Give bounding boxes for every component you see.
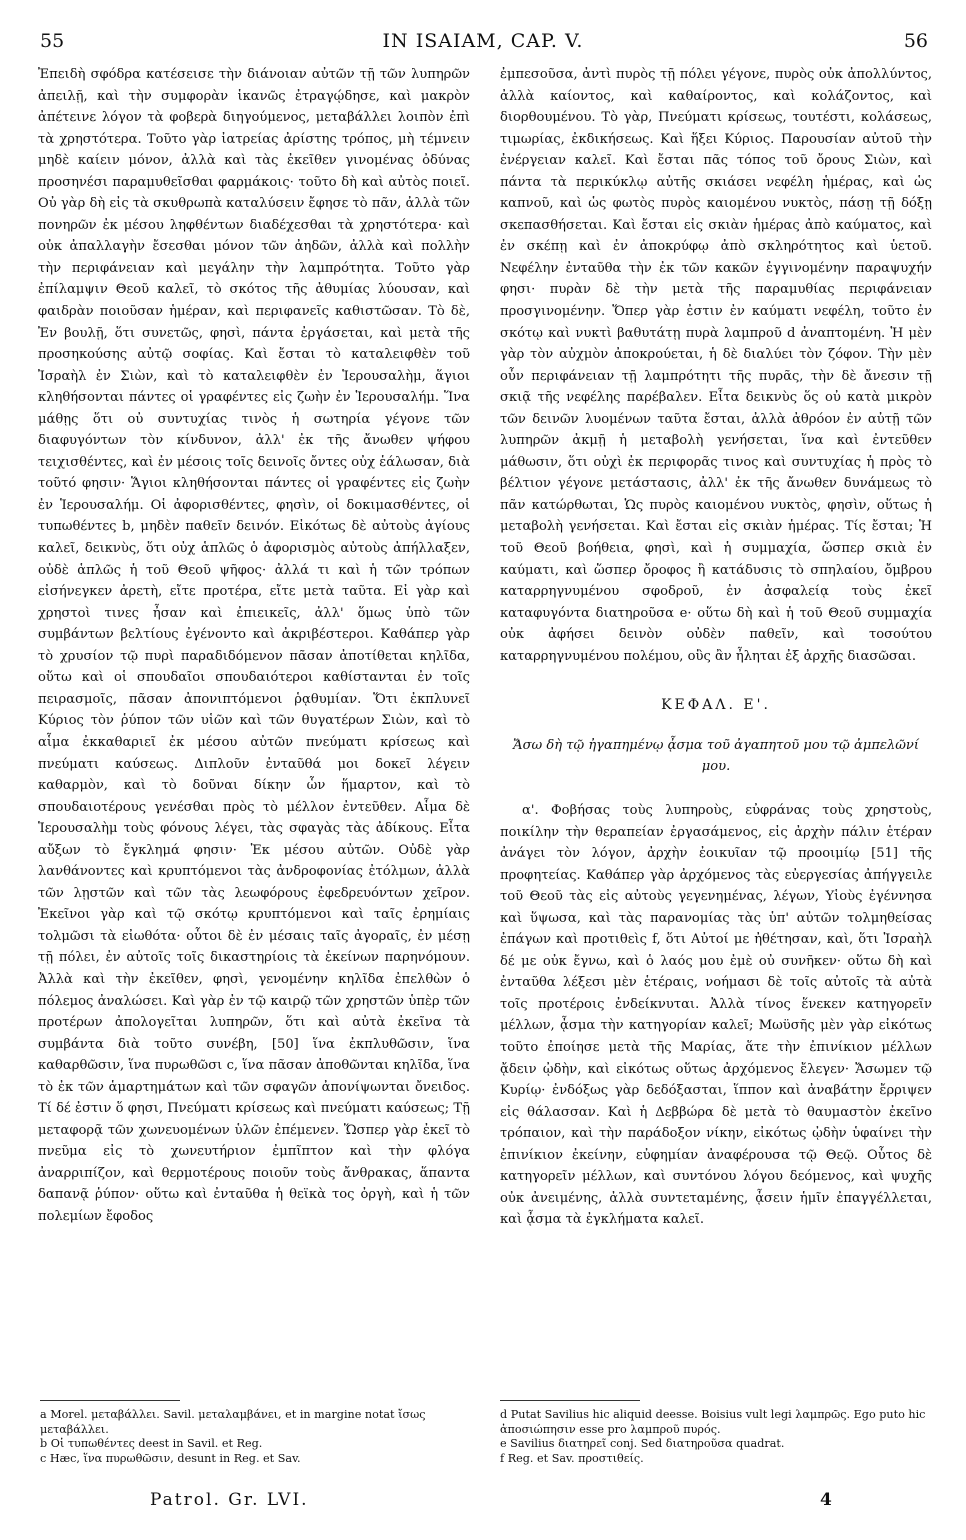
footnotes-left (40, 1408, 470, 1466)
footer-series: Patrol. Gr. LVI. (150, 1490, 309, 1510)
footnote: c Hæc, ἵνα πυρωθῶσιν, desunt in Reg. et Sav. (40, 1451, 301, 1465)
left-column-text: Ἐπειδὴ σφόδρα κατέσεισε τὴν διάνοιαν αὐτῶν τῇ τῶν λυπηρῶν ἀπειλῇ, καὶ τὴν συμφορὰν ἱκανῶς ἐτραγῴδησε, καὶ μακρὸν ἀπέτεινε λόγον τὰ φοβερὰ διηγούμενος, μεταβάλλει λοιπὸν ἐπὶ τὰ χρηστότερα. Τοῦτο γὰρ ἰατρείας ἀρίστης τρόπος, μὴ τέμνειν μηδὲ καίειν μόνον, ἀλλὰ καὶ τὰς ἐκεῖθεν γινομένας ὀδύνας προσηνέσι παραμυθεῖσθαι φαρμάκοις· τοῦτο δὴ καὶ αὐτὸς ποιεῖ. Οὐ γὰρ δὴ εἰς τὰ σκυθρωπὰ καταλύσειν ἔφησε τὸ πᾶν, ἀλλὰ τῶν πονηρῶν ἐκ μέσου ληφθέντων διαδέχεσθαι τὰ χρηστότερα· καὶ οὐκ ἀπαλλαγὴν ἔσεσθαι μόνον τῶν ἀηδῶν, ἀλλὰ καὶ πολλὴν τὴν περιφάνειαν καὶ μεγάλην τὴν λαμπρότητα. Τοῦτο γὰρ ἐπίλαμψιν Θεοῦ καλεῖ, τὸ σκότος τῆς ἀθυμίας λύουσαν, καὶ φαιδρὰν ποιοῦσαν ἡμέραν, καὶ περιφανεῖς καθιστῶσαν. Τὸ δὲ, Ἐν βουλῇ, ὅτι συνετῶς, φησὶ, πάντα ἐργάσεται, καὶ μετὰ τῆς προσηκούσης αὐτῷ σοφίας. Καὶ ἔσται τὸ καταλειφθὲν τοῦ Ἰσραὴλ ἐν Σιὼν, καὶ τὸ καταλειφθὲν ἐν Ἱερουσαλὴμ, ἅγιοι κληθήσονται πάντες οἱ γραφέντες εἰς ζωὴν ἐν Ἱερουσαλήμ. Ἵνα μάθῃς ὅτι οὐ συντυχίας τινὸς ἡ σωτηρία γέγονε τῶν διαφυγόντων τὸν κίνδυνον, ἀλλ' ἐκ τῆς ἄνωθεν ψήφου τειχισθέντες, καὶ ἐν μέσοις τοῖς δεινοῖς ὄντες οὐχ ἑάλωσαν, διὰ τοῦτό φησιν· Ἅγιοι κληθήσονται πάντες οἱ γραφέντες εἰς ζωὴν ἐν Ἱερουσαλήμ. Οἱ ἀφορισθέντες, φησὶν, οἱ δοκιμασθέντες, οἱ τυπωθέντες b, μηδὲν παθεῖν δεινόν. Εἰκότως δὲ αὐτοὺς ἁγίους καλεῖ, δεικνὺς, ὅτι οὐχ ἁπλῶς ὁ ἀφορισμὸς αὐτοὺς ἀπήλλαξεν, οὐδὲ ἁπλῶς ἡ τοῦ Θεοῦ ψῆφος· ἀλλά τι καὶ ἡ τῶν τρόπων εἰσήνεγκεν ἀρετὴ, εἴτε προτέρα, εἴτε μετὰ ταῦτα. Εἰ γὰρ καὶ χρηστοὶ τινες ἦσαν καὶ ἐπιεικεῖς, ἀλλ' ὅμως ὑπὸ τῶν συμβάντων βελτίους ἐγένοντο καὶ ἀκριβέστεροι. Καθάπερ γὰρ τὸ χρυσίον τῷ πυρὶ παραδιδόμενον πᾶσαν ἀποτίθεται κηλῖδα, οὕτω καὶ οἱ σπουδαῖοι σπουδαιότεροι καθίστανται ἐν τοῖς πειρασμοῖς, πᾶσαν ἀπονιπτόμενοι ῥᾳθυμίαν. Ὅτι ἐκπλυνεῖ Κύριος τὸν ῥύπον τῶν υἱῶν καὶ τῶν θυγατέρων Σιὼν, καὶ τὸ αἷμα ἐκκαθαριεῖ ἐκ μέσου αὐτῶν πνεύματι κρίσεως καὶ πνεύματι καύσεως. Διπλοῦν ἐνταῦθά μοι δοκεῖ λέγειν καθαρμὸν, καὶ τὸ δοῦναι δίκην ὧν ἥμαρτον, καὶ τὸ σπουδαιοτέρους γενέσθαι πρὸς τὸ μέλλον ἐντεῦθεν. Αἷμα δὲ Ἱερουσαλὴμ τοὺς φόνους λέγει, τὰς σφαγὰς τὰς ἀδίκους. Εἶτα αὔξων τὸ ἔγκλημά φησιν· Ἐκ μέσου αὐτῶν. Οὐδὲ γὰρ λανθάνοντες καὶ κρυπτόμενοι τὰς ἀνδροφονίας ἐτόλμων, ἀλλὰ τῶν λῃστῶν καὶ τῶν τὰς λεωφόρους ἐφεδρευόντων χεῖρον. Ἐκεῖνοι γὰρ καὶ τῷ σκότῳ κρυπτόμενοι καὶ ταῖς ἐρημίαις τολμῶσι τὰ εἰωθότα· οὗτοι δὲ ἐν μέσαις ταῖς ἀγοραῖς, ἐν μέσῃ τῇ πόλει, ἐν αὐτοῖς τοῖς δικαστηρίοις τὰ ἐκείνων παρηνόμουν. Ἀλλὰ καὶ τὴν ἐκεῖθεν, φησὶ, γενομένην κηλῖδα ἐπελθὼν ὁ πόλεμος ἀναλώσει. Καὶ γὰρ ἐν τῷ καιρῷ τῶν χρηστῶν ὑπὲρ τῶν προτέρων ἀπολογεῖται λυπηρῶν, ὅτι καὶ αὐτὰ ἐκεῖνα τὰ συμβάντα διὰ τοῦτο συνέβη, [50] ἵνα ἐκπλυθῶσιν, ἵνα καθαρθῶσιν, ἵνα πυρωθῶσι c, ἵνα πᾶσαν ἀποθῶνται κηλῖδα, ἵνα τὸ ἐκ τῶν ἁμαρτημάτων καὶ τῶν σφαγῶν ἀπονίψωνται ὄνειδος. Τί δέ ἐστιν ὅ φησι, Πνεύματι κρίσεως καὶ πνεύματι καύσεως; Τῇ μεταφορᾷ τῶν χωνευομένων ὑλῶν ἐπέμενεν. Ὥσπερ γὰρ ἐκεῖ τὸ πνεῦμα εἰς τὸ χωνευτήριον ἐμπῖπτον καὶ τὴν φλόγα ἀναρριπίζον, καὶ θερμοτέρους ποιοῦν τοὺς ἄνθρακας, ἅπαντα δαπανᾷ ῥύπον· οὕτω καὶ ἐνταῦθα ἡ θεϊκὰ τος ὀργὴ, καὶ ἡ τῶν πολεμίων ἔφοδος (38, 67, 470, 1224)
running-title: IN ISAIAM, CAP. V. (382, 30, 584, 52)
page-number-right: 56 (903, 30, 928, 52)
right-column (500, 64, 932, 1231)
footnotes-right (500, 1408, 930, 1466)
chapter-verse: Ἄσω δὴ τῷ ἠγαπημένῳ ᾆσμα τοῦ ἀγαπητοῦ μου τῷ ἀμπελῶνί μου. (512, 737, 920, 775)
footnote: a Morel. μεταβάλλει. Savil. μεταλαμβάνει, et in margine notat ἴσως μεταβάλλει. (40, 1408, 426, 1436)
footnote: e Savilius διατηρεῖ conj. Sed διατηροῦσα quadrat. (500, 1437, 785, 1450)
chapter-paragraph: α'. Φοβήσας τοὺς λυπηροὺς, εὐφράνας τοὺς χρηστοὺς, ποικίλην τὴν θεραπείαν ἐργασάμενος, εἰς ἀρχὴν πάλιν ἑτέραν ἀνάγει τὸν λόγον, ἀρχὴν ἐοικυῖαν τῷ προοιμίῳ [51] τῆς προφητείας. Καθάπερ γὰρ ἀρχόμενος τὰς εὐεργεσίας ἀπήγγειλε τοῦ Θεοῦ τὰς εἰς αὐτοὺς γεγενημένας, λέγων, Υἱοὺς ἐγέννησα καὶ ὕψωσα, καὶ τὰς παρανομίας τὰς ὑπ' αὐτῶν τολμηθείσας ἐπάγων καὶ προτιθεὶς f, ὅτι Αὐτοί με ἠθέτησαν, καὶ, ὅτι Ἰσραὴλ δέ με οὐκ ἔγνω, καὶ ὁ λαός μου ἐμὲ οὐ συνῆκεν· οὕτω δὴ καὶ ἐνταῦθα λέξεσι μὲν ἑτέραις, νοήμασι δὲ τοῖς αὐτοῖς τὰ αὐτὰ τοῖς προτέροις ἐνδείκνυται. Ἀλλὰ τίνος ἕνεκεν κατηγορεῖν μέλλων, ᾆσμα τὴν κατηγορίαν καλεῖ; Μωϋσῆς μὲν γὰρ εἰκότως τοῦτο ἐποίησε μετὰ τῆς Μαρίας, ἅτε τὴν ἐπινίκιον μέλλων ᾄδειν ᾠδὴν, καὶ εἰκότως οὕτως ἀρχόμενος ἔλεγεν· Ἄσωμεν τῷ Κυρίῳ· ἐνδόξως γὰρ δεδόξασται, ἵππον καὶ ἀναβάτην ἔρριψεν εἰς θάλασσαν. Καὶ ἡ Δεββώρα δὲ μετὰ τὸ θαυμαστὸν ἐκεῖνο τρόπαιον, καὶ τὴν παράδοξον νίκην, εἰκότως ᾠδὴν ὑφαίνει τὴν ἐπινίκιον ἐκείνην, εὐφημίαν ἀναφέρουσα τῷ Θεῷ. Οὗτος δὲ κατηγορεῖν μέλλων, καὶ συντόνου λόγου δεόμενος, καὶ ψυχῆς οὐκ ἀνειμένης, ἀλλὰ συντεταμένης, ᾆσειν ἡμῖν ἐπαγγέλλεται, καὶ ᾆσμα τὰ ἐγκλήματα καλεῖ. (500, 802, 932, 1228)
right-column-text: ἐμπεσοῦσα, ἀντὶ πυρὸς τῇ πόλει γέγονε, πυρὸς οὐκ ἀπολλύντος, ἀλλὰ καίοντος, καὶ καθαίροντος, καὶ κολάζοντος, καὶ διορθουμένου. Τὸ γὰρ, Πνεύματι κρίσεως, τουτέστι, κολάσεως, τιμωρίας, ἐκδικήσεως. Καὶ ἥξει Κύριος. Παρουσίαν αὐτοῦ τὴν ἐνέργειαν καλεῖ. Καὶ ἔσται πᾶς τόπος τοῦ ὄρους Σιὼν, καὶ πάντα τὰ περικύκλῳ αὐτῆς σκιάσει νεφέλη ἡμέρας, καὶ ὡς καπνοῦ, καὶ ὡς φωτὸς πυρὸς καιομένου νυκτὸς, πάσῃ τῇ δόξῃ σκεπασθήσεται. Καὶ ἔσται εἰς σκιὰν ἡμέρας ἀπὸ καύματος, καὶ ἐν σκέπῃ καὶ ἐν ἀποκρύφῳ ἀπὸ σκληρότητος καὶ ὑετοῦ. Νεφέλην ἐνταῦθα τὴν ἐκ τῶν κακῶν ἐγγινομένην παραψυχήν φησι· πυρὰν δὲ τὴν μετὰ τῆς παραμυθίας περιφάνειαν προσγινομένην. Ὅπερ γὰρ ἐστιν ἐν καύματι νεφέλη, τοῦτο ἐν σκότῳ καὶ νυκτὶ βαθυτάτῃ πυρὰ λαμπροῦ d ἀναπτομένη. Ἡ μὲν γὰρ τὸν αὐχμὸν ἀποκρούεται, ἡ δὲ διαλύει τὸν ζόφον. Τὴν μὲν οὖν περιφάνειαν τῇ λαμπρότητι τῆς πυρᾶς, τὴν δὲ ἄνεσιν τῇ σκιᾷ τῆς νεφέλης παρέβαλεν. Εἶτα δεικνὺς ὅς οὐ κατὰ μικρὸν τῶν δεινῶν λυομένων ταῦτα ἔσται, ἀλλὰ ἀθρόον ἐν αὐτῇ τῶν λυπηρῶν ἀκμῇ ἡ μεταβολὴ γενήσεται, ἵνα καὶ ἐντεῦθεν μάθωσιν, ὅτι οὐχὶ ἐκ περιφορᾶς τινος καὶ συντυχίας ἡ πρὸς τὸ βέλτιον γέγονε μετάστασις, ἀλλ' ἐκ τῆς ἄνωθεν δυνάμεως τὸ πᾶν κατώρθωται, Ὡς πυρὸς καιομένου νυκτὸς, φησὶν, οὕτως ἡ μεταβολὴ γενήσεται. Καὶ ἔσται εἰς σκιὰν ἡμέρας. Τίς ἔσται; Ἡ τοῦ Θεοῦ βοήθεια, φησὶ, καὶ ἡ συμμαχία, ὥσπερ σκιὰ ἐν καύματι, καὶ ὥσπερ ὄροφος ἢ κατάδυσις τὸ σπηλαίου, ὄμβρου καταρρηγνυμένου σφοδροῦ, ἐν ἀσφαλείᾳ τοὺς ἐκεῖ καταφυγόντα διατηροῦσα e· οὕτω δὴ καὶ ἡ τοῦ Θεοῦ συμμαχία οὐκ ἀφήσει δεινὸν οὐδὲν παθεῖν, καὶ τοσούτου καταρρηγνυμένου πολέμου, οὓς ἂν ἦληται ἐξ ἀρχῆς διασῶσαι. (500, 67, 932, 664)
footnote: d Putat Savilius hic aliquid deesse. Boisius vult legi λαμπρῶς. Ego puto hic ἀποσιώπησιν esse pro λαμπροῦ πυρός. (500, 1408, 926, 1436)
footnote: f Reg. et Sav. προστιθείς. (500, 1451, 644, 1465)
left-column (38, 64, 470, 1228)
footer-signature: 4 (820, 1490, 834, 1510)
page-number-left: 55 (40, 30, 65, 52)
footnote: b Οἱ τυπωθέντες deest in Savil. et Reg. (40, 1437, 263, 1450)
chapter-heading: ΚΕΦΑΛ. Ε'. (661, 697, 771, 714)
footnote-rule-left (40, 1400, 180, 1401)
footnote-rule-right (500, 1400, 640, 1401)
